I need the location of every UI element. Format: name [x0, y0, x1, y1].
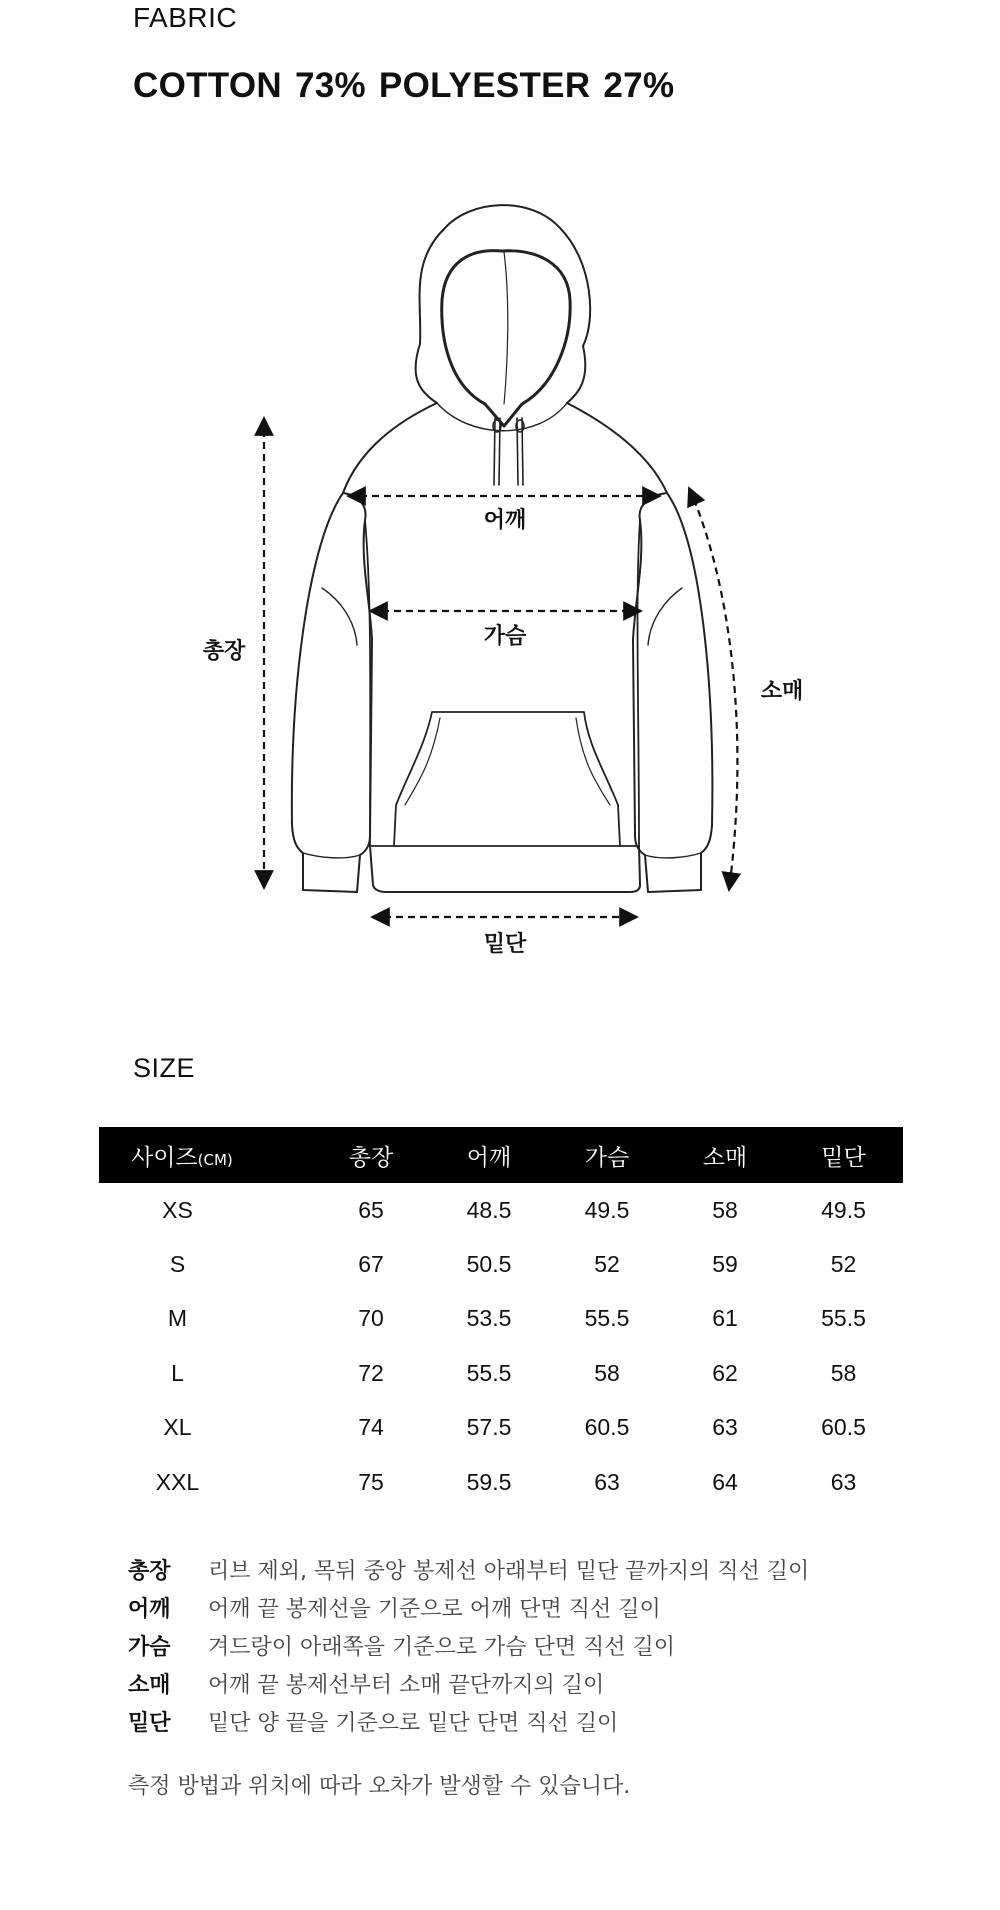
drawstring-right	[517, 418, 523, 485]
hem-cell: 58	[830, 1359, 857, 1386]
drawstring-left	[494, 418, 500, 485]
note-term: 밑단	[128, 1711, 171, 1736]
right-raglan-seam	[567, 403, 667, 493]
chest-cell: 60.5	[584, 1414, 630, 1441]
disclaimer: 측정 방법과 위치에 따라 오차가 발생할 수 있습니다.	[128, 1774, 631, 1799]
hem-cell: 60.5	[821, 1414, 866, 1441]
length-cell: 67	[358, 1251, 384, 1278]
sleeve-label: 소매	[760, 679, 804, 704]
note-desc: 어깨 끝 봉제선부터 소매 끝단까지의 길이	[208, 1673, 605, 1698]
sleeve-cell: 62	[712, 1359, 738, 1386]
hem-label: 밑단	[483, 932, 527, 957]
size-cell: M	[167, 1305, 188, 1332]
table-row	[99, 1183, 903, 1237]
sleeve-cell: 58	[712, 1196, 738, 1223]
hem-cell: 49.5	[821, 1196, 866, 1223]
note-term: 어깨	[128, 1597, 171, 1622]
size-cell: XXL	[155, 1468, 200, 1495]
shoulder-cell: 50.5	[466, 1251, 512, 1278]
chest-label: 가슴	[483, 624, 527, 649]
chest-cell: 49.5	[584, 1196, 630, 1223]
chest-cell: 63	[594, 1468, 620, 1495]
hoodie-illustration	[292, 205, 713, 892]
note-shoulder	[128, 1591, 809, 1629]
fabric-label: FABRIC	[133, 2, 238, 33]
header-shoulder: 어깨	[430, 1127, 548, 1183]
length-cell: 74	[358, 1414, 384, 1441]
length-cell: 65	[358, 1196, 384, 1223]
hood-seam	[504, 252, 508, 404]
size-cell: XS	[162, 1196, 193, 1223]
header-sleeve: 소매	[666, 1127, 784, 1183]
note-desc: 밑단 양 끝을 기준으로 밑단 단면 직선 길이	[208, 1711, 619, 1736]
shoulder-cell: 57.5	[466, 1414, 512, 1441]
length-label: 총장	[202, 639, 246, 664]
note-desc: 겨드랑이 아래쪽을 기준으로 가슴 단면 직선 길이	[208, 1635, 676, 1660]
note-desc: 리브 제외, 목뒤 중앙 봉제선 아래부터 밑단 끝까지의 직선 길이	[208, 1559, 810, 1584]
left-raglan-seam	[343, 403, 437, 493]
table-row	[99, 1346, 903, 1400]
shoulder-cell: 55.5	[466, 1359, 512, 1386]
table-row	[99, 1292, 903, 1346]
shoulder-label: 어깨	[483, 508, 527, 533]
right-sleeve	[633, 493, 712, 892]
size-cell: XL	[163, 1414, 192, 1441]
length-cell: 75	[358, 1468, 384, 1495]
hem-rib	[370, 846, 640, 892]
size-table-header	[99, 1127, 903, 1183]
hem-cell: 55.5	[821, 1305, 866, 1332]
neckline	[437, 403, 567, 431]
note-term: 가슴	[128, 1635, 171, 1660]
hem-cell: 63	[830, 1468, 857, 1495]
chest-cell: 58	[594, 1359, 620, 1386]
shoulder-cell: 53.5	[466, 1305, 512, 1332]
fabric-composition: COTTON 73% POLYESTER 27%	[133, 66, 675, 105]
size-cell: L	[171, 1359, 184, 1386]
note-chest	[128, 1629, 809, 1667]
table-row	[99, 1401, 903, 1455]
hem-cell: 52	[830, 1251, 857, 1278]
header-size: 사이즈(CM)	[99, 1127, 312, 1183]
header-hem: 밑단	[784, 1127, 903, 1183]
note-desc: 어깨 끝 봉제선을 기준으로 어깨 단면 직선 길이	[208, 1597, 661, 1622]
size-heading: SIZE	[133, 1053, 196, 1083]
length-cell: 70	[358, 1305, 384, 1332]
shoulder-cell: 59.5	[466, 1468, 512, 1495]
note-hem	[128, 1705, 809, 1743]
note-term: 총장	[128, 1559, 171, 1584]
sleeve-cell: 64	[712, 1468, 738, 1495]
measurement-notes	[128, 1553, 809, 1743]
kangaroo-pocket	[394, 712, 620, 846]
note-sleeve	[128, 1667, 809, 1705]
table-row	[99, 1237, 903, 1291]
sleeve-cell: 63	[712, 1414, 738, 1441]
sleeve-arrow	[689, 488, 737, 890]
header-chest: 가슴	[548, 1127, 666, 1183]
size-cell: S	[169, 1251, 186, 1278]
shoulder-cell: 48.5	[466, 1196, 512, 1223]
length-cell: 72	[358, 1359, 384, 1386]
chest-cell: 55.5	[584, 1305, 630, 1332]
hoodie-body	[365, 520, 640, 846]
header-length: 총장	[312, 1127, 430, 1183]
size-table	[99, 1127, 903, 1509]
sleeve-cell: 59	[712, 1251, 738, 1278]
note-length	[128, 1553, 809, 1591]
left-sleeve	[292, 493, 372, 892]
table-row	[99, 1455, 903, 1509]
sleeve-cell: 61	[712, 1305, 738, 1332]
chest-cell: 52	[594, 1251, 620, 1278]
note-term: 소매	[128, 1673, 171, 1698]
